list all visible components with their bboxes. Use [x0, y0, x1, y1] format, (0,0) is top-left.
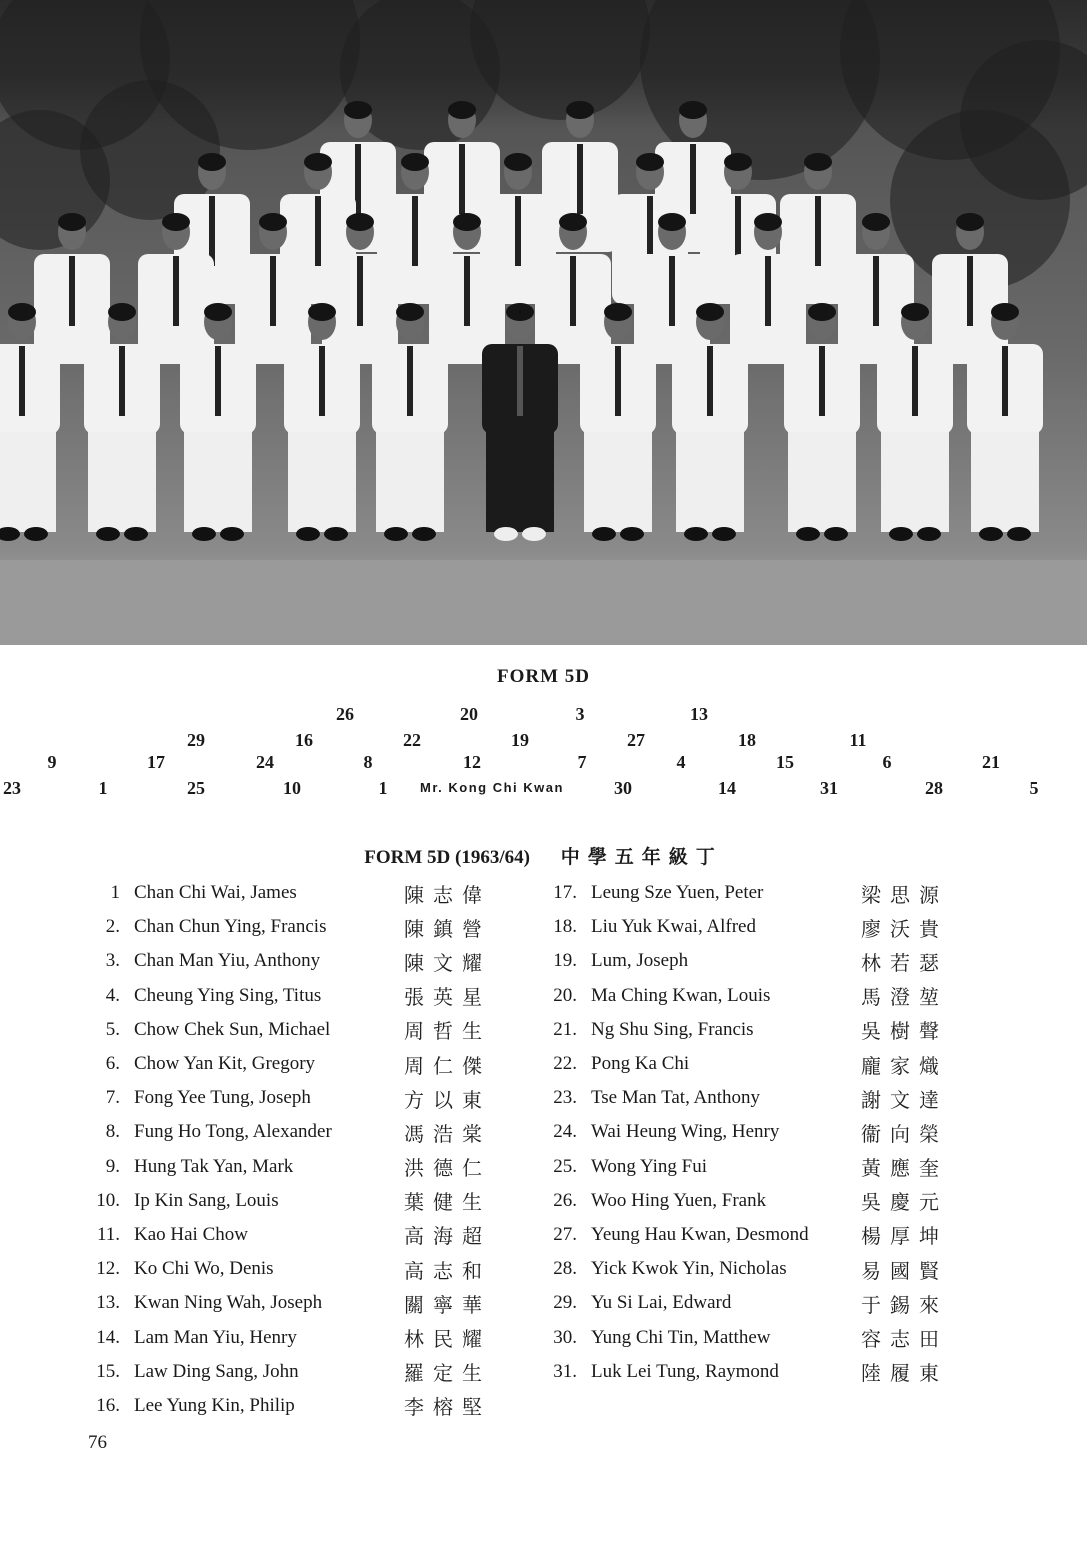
roster-row [78, 1355, 491, 1389]
roster-header [0, 842, 1087, 869]
hair [162, 213, 190, 231]
hair [604, 303, 632, 321]
roster-row [535, 1184, 948, 1218]
roster-row [78, 1150, 491, 1184]
tie [517, 346, 523, 416]
hair [724, 153, 752, 171]
roster-number: 30. [553, 1326, 577, 1348]
roster-row [78, 1218, 491, 1252]
roster-row [78, 1115, 491, 1149]
shoe [917, 527, 941, 541]
roster-english-name: Chan Man Yiu, Anthony [134, 950, 321, 972]
roster-number: 18. [553, 916, 577, 938]
roster-number: 29. [553, 1292, 577, 1314]
shoe [96, 527, 120, 541]
roster-number: 21. [553, 1018, 577, 1040]
roster-number: 11. [96, 1223, 120, 1245]
roster-row [535, 876, 948, 910]
roster-left-column [78, 876, 491, 1423]
group-photo-illustration [0, 0, 1087, 645]
roster-number: 8. [105, 1121, 120, 1143]
roster-number: 23. [553, 1087, 577, 1109]
position-number: 6 [882, 752, 892, 772]
roster-english-name: Kao Hai Chow [134, 1223, 248, 1245]
roster-chinese-name: 李榕堅 [404, 1395, 491, 1420]
hair [901, 303, 929, 321]
roster-title-zh: 中學五年級丁 [560, 846, 723, 868]
position-number: 19 [511, 730, 529, 750]
legs [0, 432, 56, 532]
roster-chinese-name: 張英星 [404, 985, 491, 1010]
roster-chinese-name: 陳文耀 [404, 950, 491, 975]
roster-english-name: Ip Kin Sang, Louis [134, 1189, 279, 1211]
roster-number: 20. [553, 984, 577, 1006]
roster-chinese-name: 羅定生 [404, 1361, 491, 1386]
tie [209, 196, 215, 266]
position-number: 22 [403, 730, 421, 750]
position-number: 31 [820, 778, 838, 798]
tie [669, 256, 675, 326]
hair [401, 153, 429, 171]
roster-row [78, 1013, 491, 1047]
hair [658, 213, 686, 231]
roster-chinese-name: 吳慶元 [861, 1190, 948, 1215]
shoe [712, 527, 736, 541]
roster-chinese-name: 關寧華 [404, 1292, 491, 1317]
shoe [796, 527, 820, 541]
roster-english-name: Lee Yung Kin, Philip [134, 1394, 295, 1416]
tie [69, 256, 75, 326]
class-group-photo [0, 0, 1087, 645]
roster-chinese-name: 周仁傑 [404, 1053, 491, 1078]
shoe [522, 527, 546, 541]
hair [504, 153, 532, 171]
roster-english-name: Pong Ka Chi [591, 1053, 690, 1075]
roster-number: 2. [105, 916, 120, 938]
tie [270, 256, 276, 326]
roster-english-name: Lam Man Yiu, Henry [134, 1326, 297, 1348]
roster-chinese-name: 高海超 [404, 1224, 491, 1249]
hair [304, 153, 332, 171]
roster-number: 3. [105, 950, 120, 972]
hair [58, 213, 86, 231]
tie [119, 346, 125, 416]
roster-number: 26. [553, 1189, 577, 1211]
tie [1002, 346, 1008, 416]
roster-number: 9. [105, 1155, 120, 1177]
roster-english-name: Ng Shu Sing, Francis [591, 1018, 754, 1040]
position-chart-title: FORM 5D [496, 666, 590, 687]
hair [804, 153, 832, 171]
roster-row [535, 1252, 948, 1286]
roster-chinese-name: 謝文達 [861, 1087, 948, 1112]
hair [346, 213, 374, 231]
position-number: 30 [614, 778, 632, 798]
roster-chinese-name: 衞向榮 [861, 1121, 948, 1146]
page-number: 76 [88, 1432, 107, 1453]
roster-chinese-name: 方以東 [404, 1087, 491, 1112]
roster-row [535, 1218, 948, 1252]
roster-number: 15. [96, 1360, 120, 1382]
position-number: 1 [378, 778, 388, 798]
roster-row [78, 1389, 491, 1423]
hair [808, 303, 836, 321]
tie [873, 256, 879, 326]
roster-right-column [535, 876, 948, 1389]
shoe [124, 527, 148, 541]
hair [396, 303, 424, 321]
roster-row [78, 910, 491, 944]
roster-english-name: Chow Chek Sun, Michael [134, 1018, 331, 1040]
tie [819, 346, 825, 416]
position-number: 20 [460, 704, 478, 724]
tie [319, 346, 325, 416]
roster-number: 12. [96, 1258, 120, 1280]
shoe [889, 527, 913, 541]
roster-row [535, 1355, 948, 1389]
shoe [824, 527, 848, 541]
roster-number: 1 [110, 882, 120, 904]
position-number: 27 [627, 730, 645, 750]
legs [288, 432, 356, 532]
roster-chinese-name: 容志田 [861, 1327, 948, 1352]
roster-chinese-name: 洪德仁 [404, 1156, 491, 1181]
roster-number: 4. [105, 984, 120, 1006]
tie [707, 346, 713, 416]
hair [204, 303, 232, 321]
roster-number: 19. [553, 950, 577, 972]
roster-row [78, 1047, 491, 1081]
roster-number: 7. [105, 1087, 120, 1109]
hair [448, 101, 476, 119]
shoe [412, 527, 436, 541]
roster-english-name: Yick Kwok Yin, Nicholas [591, 1258, 787, 1280]
shoe [979, 527, 1003, 541]
roster-row [78, 876, 491, 910]
position-number: 12 [463, 752, 481, 772]
tie [215, 346, 221, 416]
roster-chinese-name: 梁思源 [861, 882, 948, 907]
position-number: 24 [256, 752, 274, 772]
hair [679, 101, 707, 119]
tie [615, 346, 621, 416]
roster-row [535, 910, 948, 944]
roster-chinese-name: 龐家熾 [861, 1053, 948, 1078]
legs [584, 432, 652, 532]
position-number: 11 [849, 730, 867, 750]
hair [453, 213, 481, 231]
roster-row [78, 1184, 491, 1218]
roster-number: 31. [553, 1360, 577, 1382]
roster-chinese-name: 林民耀 [404, 1327, 491, 1352]
position-number: 25 [187, 778, 205, 798]
roster-english-name: Leung Sze Yuen, Peter [591, 882, 764, 904]
roster-row [535, 1081, 948, 1115]
shoe [592, 527, 616, 541]
roster-number: 13. [96, 1292, 120, 1314]
position-number: 28 [925, 778, 943, 798]
roster-number: 24. [553, 1121, 577, 1143]
roster-chinese-name: 易國賢 [861, 1258, 948, 1283]
lawn [0, 560, 1087, 645]
tie [515, 196, 521, 266]
hair [862, 213, 890, 231]
roster-chinese-name: 陳鎮營 [404, 916, 491, 941]
roster-english-name: Tse Man Tat, Anthony [591, 1087, 761, 1109]
position-number: 14 [718, 778, 736, 798]
tie [815, 196, 821, 266]
roster-row [78, 1081, 491, 1115]
position-number: 4 [676, 752, 686, 772]
roster-number: 14. [96, 1326, 120, 1348]
roster-english-name: Ma Ching Kwan, Louis [591, 984, 771, 1006]
roster-number: 5. [105, 1018, 120, 1040]
position-number: 23 [3, 778, 21, 798]
tie [577, 144, 583, 214]
roster-number: 25. [553, 1155, 577, 1177]
roster-chinese-name: 吳樹聲 [861, 1019, 948, 1044]
roster-chinese-name: 馮浩棠 [404, 1121, 491, 1146]
legs [184, 432, 252, 532]
roster-chinese-name: 周哲生 [404, 1019, 491, 1044]
roster-english-name: Luk Lei Tung, Raymond [591, 1360, 779, 1382]
hair [991, 303, 1019, 321]
shoe [684, 527, 708, 541]
tie [464, 256, 470, 326]
roster-english-name: Yung Chi Tin, Matthew [591, 1326, 771, 1348]
roster-english-name: Hung Tak Yan, Mark [134, 1155, 294, 1177]
roster-english-name: Liu Yuk Kwai, Alfred [591, 916, 756, 938]
roster-number: 6. [105, 1053, 120, 1075]
roster-chinese-name: 陳志偉 [404, 882, 491, 907]
roster-title-en: FORM 5D (1963/64) [364, 847, 530, 868]
legs [881, 432, 949, 532]
roster-row [535, 1047, 948, 1081]
roster-english-name: Yu Si Lai, Edward [591, 1292, 732, 1314]
shoe [620, 527, 644, 541]
roster-english-name: Yeung Hau Kwan, Desmond [591, 1223, 809, 1245]
roster-chinese-name: 廖沃貴 [861, 916, 948, 941]
roster-chinese-name: 高志和 [404, 1258, 491, 1283]
roster-row [535, 1150, 948, 1184]
hair [696, 303, 724, 321]
hair [259, 213, 287, 231]
tie [765, 256, 771, 326]
position-number: 16 [295, 730, 313, 750]
roster-row [535, 979, 948, 1013]
tie [315, 196, 321, 266]
roster-number: 10. [96, 1189, 120, 1211]
roster-english-name: Wong Ying Fui [591, 1155, 708, 1177]
roster-english-name: Chan Chun Ying, Francis [134, 916, 327, 938]
student-figure [0, 344, 60, 434]
roster-row [78, 944, 491, 978]
position-number: 18 [738, 730, 756, 750]
tie [459, 144, 465, 214]
roster-english-name: Lum, Joseph [591, 950, 689, 972]
roster-row [535, 1115, 948, 1149]
shoe [296, 527, 320, 541]
roster-chinese-name: 陸履東 [861, 1361, 948, 1386]
tie [407, 346, 413, 416]
roster-row [78, 1252, 491, 1286]
position-number: 8 [363, 752, 373, 772]
shoe [324, 527, 348, 541]
roster-english-name: Wai Heung Wing, Henry [591, 1121, 780, 1143]
roster-english-name: Cheung Ying Sing, Titus [134, 984, 322, 1006]
tie [690, 144, 696, 214]
position-number: 3 [575, 704, 585, 724]
roster-chinese-name: 于錫來 [861, 1292, 948, 1317]
roster-row [78, 1320, 491, 1354]
roster-english-name: Law Ding Sang, John [134, 1360, 299, 1382]
roster-number: 16. [96, 1394, 120, 1416]
position-number: 17 [147, 752, 165, 772]
teacher-name: Mr. Kong Chi Kwan [420, 780, 564, 795]
shoe [220, 527, 244, 541]
hair [108, 303, 136, 321]
roster-english-name: Chow Yan Kit, Gregory [134, 1053, 316, 1075]
roster-english-name: Fung Ho Tong, Alexander [134, 1121, 332, 1143]
hair [559, 213, 587, 231]
roster-chinese-name: 馬澄堃 [861, 985, 948, 1010]
shoe [1007, 527, 1031, 541]
tie [19, 346, 25, 416]
roster-number: 17. [553, 882, 577, 904]
position-number: 13 [690, 704, 708, 724]
roster-english-name: Fong Yee Tung, Joseph [134, 1087, 311, 1109]
legs [788, 432, 856, 532]
tie [412, 196, 418, 266]
legs [676, 432, 744, 532]
tie [912, 346, 918, 416]
shoe [494, 527, 518, 541]
tie [357, 256, 363, 326]
foliage [470, 0, 650, 120]
roster-row [535, 944, 948, 978]
roster-chinese-name: 葉健生 [404, 1190, 491, 1215]
shoe [384, 527, 408, 541]
position-number: 1 [98, 778, 108, 798]
roster-number: 27. [553, 1223, 577, 1245]
hair [956, 213, 984, 231]
shoe [24, 527, 48, 541]
tie [173, 256, 179, 326]
hair [198, 153, 226, 171]
roster-chinese-name: 黃應奎 [861, 1156, 948, 1181]
roster-row [535, 1286, 948, 1320]
position-number: 5 [1029, 778, 1039, 798]
hair [636, 153, 664, 171]
roster-english-name: Ko Chi Wo, Denis [134, 1258, 274, 1280]
position-number: 21 [982, 752, 1000, 772]
position-number: 7 [577, 752, 587, 772]
roster-chinese-name: 楊厚坤 [861, 1224, 948, 1249]
hair [506, 303, 534, 321]
roster-number: 22. [553, 1053, 577, 1075]
hair [566, 101, 594, 119]
hair [754, 213, 782, 231]
legs [88, 432, 156, 532]
roster-row [78, 979, 491, 1013]
hair [308, 303, 336, 321]
roster-english-name: Kwan Ning Wah, Joseph [134, 1292, 323, 1314]
position-number: 9 [47, 752, 57, 772]
position-number: 10 [283, 778, 301, 798]
tie [967, 256, 973, 326]
hair [8, 303, 36, 321]
roster-number: 28. [553, 1258, 577, 1280]
position-number: 29 [187, 730, 205, 750]
hair [344, 101, 372, 119]
tie [570, 256, 576, 326]
roster-english-name: Woo Hing Yuen, Frank [591, 1189, 767, 1211]
roster-english-name: Chan Chi Wai, James [134, 882, 297, 904]
legs [376, 432, 444, 532]
shoe [192, 527, 216, 541]
legs [971, 432, 1039, 532]
roster-chinese-name: 林若瑟 [861, 950, 948, 975]
position-number: 26 [336, 704, 354, 724]
legs [486, 432, 554, 532]
roster-row [535, 1013, 948, 1047]
position-number: 15 [776, 752, 794, 772]
roster-row [78, 1286, 491, 1320]
roster-row [535, 1320, 948, 1354]
